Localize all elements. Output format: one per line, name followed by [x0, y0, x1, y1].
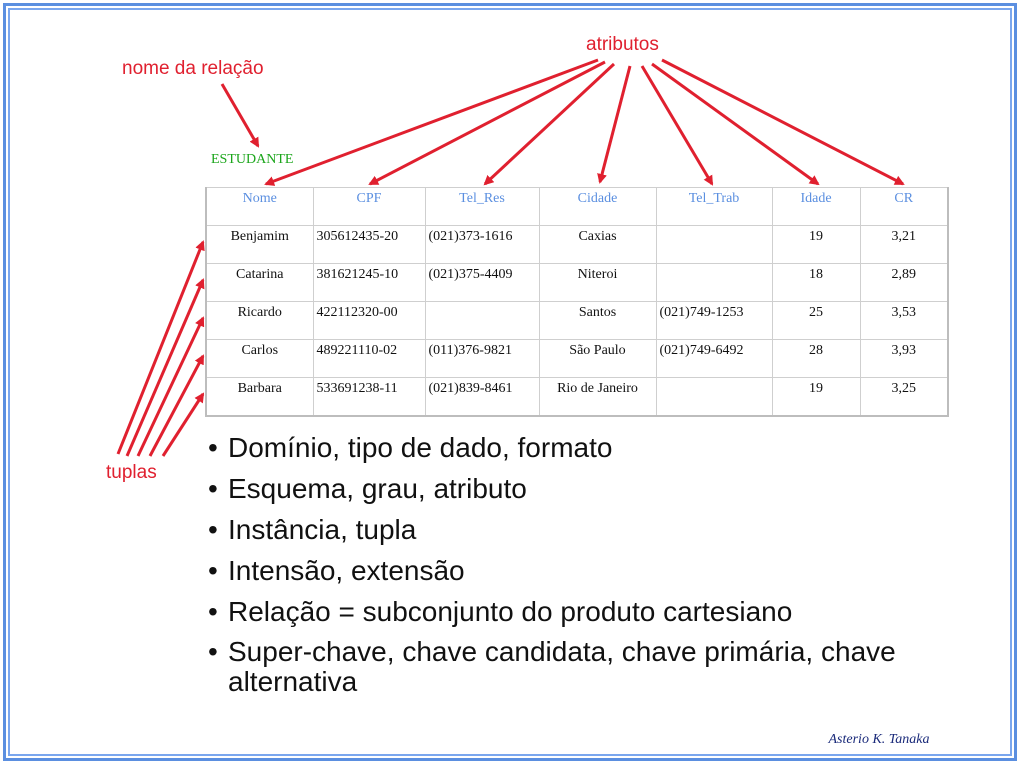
- table-cell: (021)749-1253: [656, 302, 772, 340]
- column-header: Idade: [772, 188, 860, 226]
- column-header: CPF: [313, 188, 425, 226]
- relation-table: [205, 187, 949, 417]
- column-header: CR: [860, 188, 948, 226]
- list-item: • Domínio, tipo de dado, formato: [208, 432, 613, 463]
- arrow-tuple-5: [163, 394, 203, 456]
- bullet-dot: •: [208, 514, 218, 545]
- list-item: • Intensão, extensão: [208, 555, 465, 586]
- table-cell: Santos: [539, 302, 656, 340]
- table-cell: Niteroi: [539, 264, 656, 302]
- table-cell: (011)376-9821: [425, 340, 539, 378]
- table-cell: 28: [772, 340, 860, 378]
- bullet-dot: •: [208, 473, 218, 504]
- table-cell: 3,21: [860, 226, 948, 264]
- arrow-tuple-3: [138, 318, 203, 456]
- arrow-attr-nome: [266, 60, 598, 184]
- table-cell: 2,89: [860, 264, 948, 302]
- list-item: • Instância, tupla: [208, 514, 417, 545]
- table-cell: 381621245-10: [313, 264, 425, 302]
- tuples-label: tuplas: [106, 462, 157, 483]
- table-row: [206, 226, 948, 264]
- column-header: Nome: [206, 188, 313, 226]
- bullet-dot: •: [208, 432, 218, 463]
- table-cell: Rio de Janeiro: [539, 378, 656, 416]
- arrow-attr-cr: [662, 60, 903, 184]
- column-header: Tel_Res: [425, 188, 539, 226]
- table-cell: (021)749-6492: [656, 340, 772, 378]
- header-row: [206, 188, 948, 226]
- table-row: [206, 378, 948, 416]
- author-credit: Asterio K. Tanaka: [805, 728, 953, 752]
- table-cell: Catarina: [206, 264, 313, 302]
- table-cell: 19: [772, 226, 860, 264]
- relation-name-label: nome da relação: [122, 58, 264, 79]
- arrow-attr-cidade: [600, 66, 630, 182]
- concept-list: [208, 432, 958, 707]
- arrow-relation-name: [222, 84, 258, 146]
- table-cell: (021)375-4409: [425, 264, 539, 302]
- table-row: [206, 302, 948, 340]
- table-cell: 25: [772, 302, 860, 340]
- table-cell: Benjamim: [206, 226, 313, 264]
- arrow-attr-cpf: [370, 62, 605, 184]
- table-cell: 422112320-00: [313, 302, 425, 340]
- table-cell: [656, 378, 772, 416]
- attributes-label: atributos: [586, 34, 659, 55]
- table-cell: [656, 264, 772, 302]
- table-cell: Caxias: [539, 226, 656, 264]
- table-cell: [425, 302, 539, 340]
- bullet-dot: •: [208, 555, 218, 586]
- table-cell: 3,25: [860, 378, 948, 416]
- column-header: Tel_Trab: [656, 188, 772, 226]
- table-cell: 305612435-20: [313, 226, 425, 264]
- table-cell: Carlos: [206, 340, 313, 378]
- table-cell: 19: [772, 378, 860, 416]
- table-cell: Ricardo: [206, 302, 313, 340]
- list-item: • Esquema, grau, atributo: [208, 473, 527, 504]
- table-row: [206, 340, 948, 378]
- table-cell: 18: [772, 264, 860, 302]
- bullet-dot: •: [208, 596, 218, 627]
- table-cell: 3,93: [860, 340, 948, 378]
- table-cell: 3,53: [860, 302, 948, 340]
- table-cell: (021)839-8461: [425, 378, 539, 416]
- column-header: Cidade: [539, 188, 656, 226]
- list-item: • Relação = subconjunto do produto cartesiano: [208, 596, 793, 627]
- table-cell: Barbara: [206, 378, 313, 416]
- list-item: • Super-chave, chave candidata, chave primária, chave alternativa: [208, 636, 896, 697]
- arrow-attr-tel-res: [485, 64, 614, 184]
- relation-name: ESTUDANTE: [211, 152, 294, 167]
- table-cell: [656, 226, 772, 264]
- table-cell: 489221110-02: [313, 340, 425, 378]
- table-row: [206, 264, 948, 302]
- table-cell: São Paulo: [539, 340, 656, 378]
- table-cell: 533691238-11: [313, 378, 425, 416]
- table-cell: (021)373-1616: [425, 226, 539, 264]
- bullet-dot: •: [208, 636, 218, 667]
